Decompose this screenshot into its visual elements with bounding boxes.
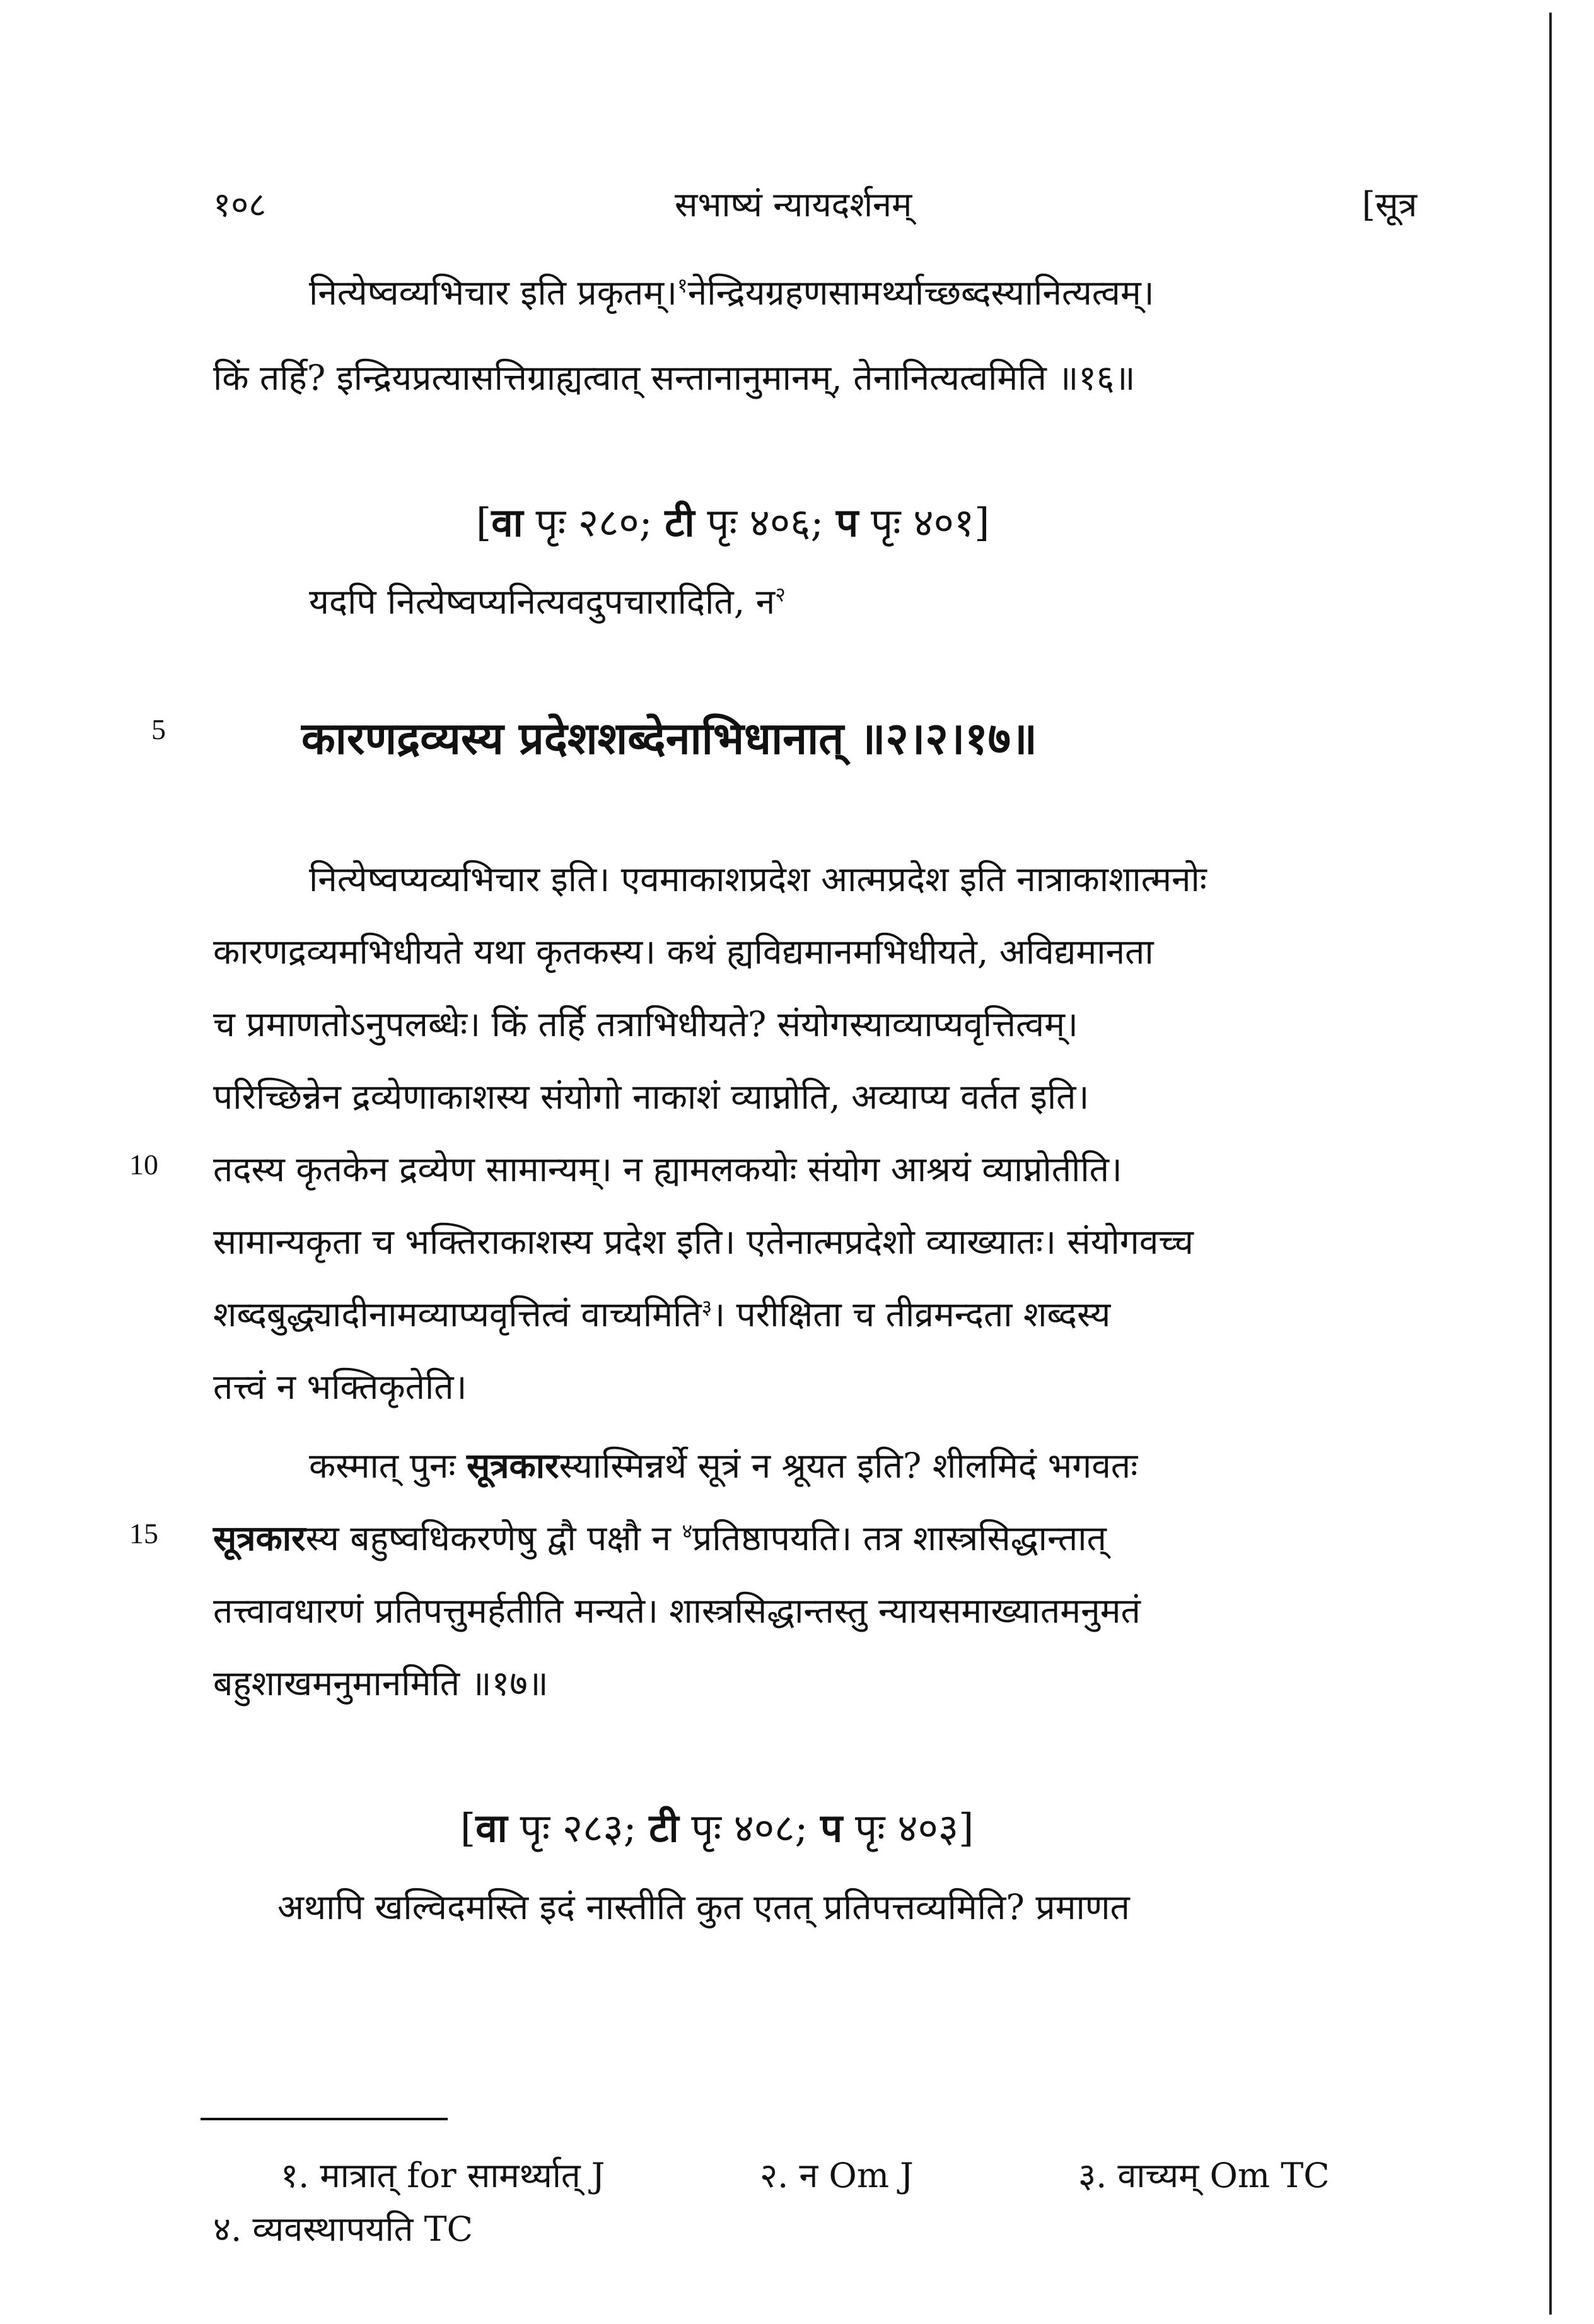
footnote-ref-2: २ — [775, 582, 786, 607]
para3-line3: तत्त्वावधारणं प्रतिपत्तुमर्हतीति मन्यते। शास्त्रसिद्धान्तस्तु न्यायसमाख्यातमनुमतं — [213, 1591, 1141, 1631]
page-number: १०८ — [213, 185, 267, 225]
footnote-ref-1: १ — [677, 273, 688, 298]
footnote-3: ३. वाच्यम् Om TC — [1078, 2156, 1330, 2195]
reference-line-1: [वा पृः २८०; टी पृः ४०६; प पृः ४०१] — [476, 499, 990, 546]
footnote-ref-3: ३ — [701, 1295, 713, 1319]
page-edge-line — [1549, 13, 1552, 2315]
running-title: सभाष्यं न्यायदर्शनम् — [675, 185, 912, 225]
para2-line3: च प्रमाणतोऽनुपलब्धेः। किं तर्हि तत्राभिधीयते? संयोगस्याव्याप्यवृत्तित्वम्। — [213, 1004, 1078, 1044]
sutra-text: कारणद्रव्यस्य प्रदेशशब्देनाभिधानात् ॥२।२।१७॥ — [301, 712, 1037, 764]
footnote-2: २. न Om J — [760, 2156, 914, 2195]
para2-line2: कारणद्रव्यमभिधीयते यथा कृतकस्य। कथं ह्यविद्यमानमभिधीयते, अविद्यमानता — [213, 931, 1154, 972]
section-label: [सूत्र — [1362, 185, 1417, 225]
para2-line5: तदस्य कृतकेन द्रव्येण सामान्यम्। न ह्यामलकयोः संयोग आश्रयं व्याप्नोतीति। — [213, 1149, 1122, 1189]
footnote-rule — [201, 2118, 448, 2120]
para4-line1: अथापि खल्विदमस्ति इदं नास्तीति कुत एतत् प्रतिपत्तव्यमिति? प्रमाणत — [277, 1887, 1130, 1927]
intro-line: यदपि नित्येष्वप्यनित्यवदुपचारादिति, न$^२$ — [309, 581, 786, 622]
footnote-ref-4: ४ — [682, 1519, 693, 1543]
line-number-10: 10 — [129, 1148, 158, 1181]
para2-line7: शब्दबुद्ध्यादीनामव्याप्यवृत्तित्वं वाच्यमिति$^३$। परीक्षिता च तीव्रमन्दता शब्दस्य — [213, 1294, 1111, 1334]
para1-line1: नित्येष्वव्यभिचार इति प्रकृतम्।$^१$नेन्द्रियग्रहणसामर्थ्याच्छब्दस्यानित्यत्वम्। — [309, 272, 1155, 313]
line-number-5: 5 — [151, 713, 166, 745]
line-number-15: 15 — [129, 1517, 158, 1550]
para3-line4: बहुशाखमनुमानमिति ॥१७॥ — [213, 1663, 549, 1703]
reference-line-2: [वा पृः २८३; टी पृः ४०८; प पृः ४०३] — [460, 1805, 974, 1851]
para3-line1: कस्मात् पुनः सूत्रकारस्यास्मिन्नर्थे सूत्रं न श्रूयत इति? शीलमिदं भगवतः — [309, 1445, 1138, 1486]
footnote-1: १. मात्रात् for सामर्थ्यात् J — [281, 2156, 605, 2195]
footnote-4: ४. व्यवस्थापयति TC — [213, 2209, 473, 2249]
para3-line2: सूत्रकारस्य बहुष्वधिकरणेषु द्वौ पक्षौ न $^४$प्रतिष्ठापयति। तत्र शास्त्रसिद्धान्तात् — [213, 1517, 1107, 1558]
para1-line2: किं तर्हि? इन्द्रियप्रत्यासत्तिग्राह्यत्वात् सन्तानानुमानम्, तेनानित्यत्वमिति ॥१६॥ — [213, 358, 1136, 398]
para2-line1: नित्येष्वप्यव्यभिचार इति। एवमाकाशप्रदेश आत्मप्रदेश इति नात्राकाशात्मनोः — [309, 859, 1207, 899]
para2-line4: परिच्छिन्नेन द्रव्येणाकाशस्य संयोगो नाकाशं व्याप्नोति, अव्याप्य वर्तत इति। — [213, 1077, 1090, 1117]
para2-line6: सामान्यकृता च भक्तिराकाशस्य प्रदेश इति। एतेनात्मप्रदेशो व्याख्यातः। संयोगवच्च — [213, 1222, 1194, 1262]
para2-line8: तत्त्वं न भक्तिकृतेति। — [213, 1367, 467, 1407]
